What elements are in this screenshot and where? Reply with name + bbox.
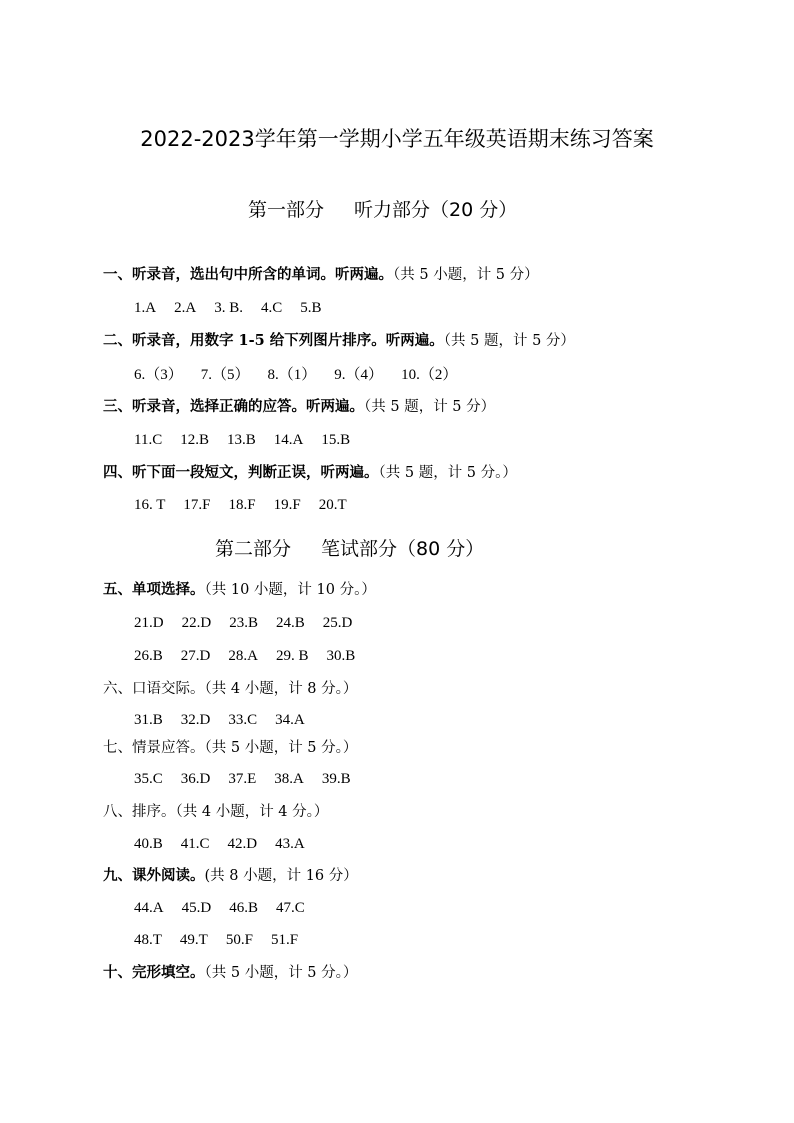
part1-title (248, 196, 517, 224)
answer-item: 26.B (134, 648, 163, 664)
answer-item: 15.B (321, 432, 351, 448)
answer-item: 43.A (275, 836, 305, 852)
answer-item: 11.C (134, 432, 163, 448)
section-2-answers (134, 364, 475, 386)
answer-item: 39.B (321, 771, 351, 787)
section-9-heading: 九、课外阅读。(共 8 小题，计 16 分） (103, 867, 358, 884)
answer-item: 18.F (228, 497, 256, 513)
answer-item: 42.D (227, 836, 258, 852)
part2-name: 第二部分 (215, 538, 292, 560)
section-1-answers (134, 297, 339, 319)
section-1-heading: 一、听录音，选出句中所含的单词。听两遍。（共 5 小题，计 5 分） (103, 266, 539, 283)
answer-item: 12.B (180, 432, 209, 448)
answer-item: 37.E (228, 771, 257, 787)
section-2-heading: 二、听录音，用数字 1-5 给下列图片排序。听两遍。（共 5 题，计 5 分） (103, 332, 575, 349)
answer-item: 16. T (134, 497, 166, 513)
section-3-heading: 三、听录音，选择正确的应答。听两遍。（共 5 题，计 5 分） (103, 398, 496, 415)
answer-item: 49.T (179, 932, 208, 948)
answer-item: 25.D (322, 615, 353, 631)
answer-item: 20.T (318, 497, 347, 513)
answer-item: 22.D (181, 615, 212, 631)
section-8-heading: 八、排序。（共 4 小题，计 4 分。） (103, 804, 329, 820)
section-6-heading: 六、口语交际。（共 4 小题，计 8 分。） (103, 681, 358, 697)
answer-item: 19.F (273, 497, 301, 513)
answer-item: 27.D (180, 648, 211, 664)
answer-item: 29. B (275, 648, 309, 664)
answer-item: 4.C (260, 300, 283, 316)
section-10-heading: 十、完形填空。（共 5 小题，计 5 分。） (103, 964, 358, 981)
section-4-answers (134, 494, 365, 516)
section-9-answers-row1 (134, 897, 323, 919)
section-4-heading: 四、听下面一段短文，判断正误，听两遍。（共 5 题，计 5 分。） (103, 464, 517, 481)
answer-item: 45.D (181, 900, 212, 916)
answer-item: 3. B. (214, 300, 243, 316)
answer-item: 5.B (300, 300, 322, 316)
answer-item: 24.B (275, 615, 305, 631)
section-5-heading: 五、单项选择。（共 10 小题，计 10 分。） (103, 581, 376, 598)
answer-item: 51.F (270, 932, 299, 948)
answer-item: 10.（2） (401, 367, 458, 383)
answer-item: 33.C (228, 712, 258, 728)
answer-item: 34.A (275, 712, 305, 728)
answer-item: 38.A (274, 771, 304, 787)
section-6-answers (134, 709, 323, 731)
answer-item: 9.（4） (334, 367, 384, 383)
answer-item: 30.B (326, 648, 356, 664)
answer-item: 47.C (275, 900, 305, 916)
answer-item: 7.（5） (200, 367, 250, 383)
section-3-answers (134, 429, 368, 451)
answer-item: 6.（3） (134, 367, 183, 383)
document-title: 2022-2023学年第一学期小学五年级英语期末练习答案 (140, 127, 654, 151)
part1-name: 第一部分 (248, 199, 325, 221)
answer-item: 40.B (134, 836, 163, 852)
answer-item: 41.C (180, 836, 210, 852)
answer-item: 48.T (134, 932, 162, 948)
section-7-answers (134, 768, 369, 790)
answer-item: 36.D (180, 771, 211, 787)
answer-item: 14.A (273, 432, 304, 448)
part1-desc: 听力部分（20 分） (354, 199, 518, 221)
answer-item: 21.D (134, 615, 164, 631)
answer-item: 31.B (134, 712, 163, 728)
answer-item: 35.C (134, 771, 163, 787)
section-5-answers-row2 (134, 645, 373, 667)
answer-item: 13.B (226, 432, 256, 448)
answer-item: 8.（1） (267, 367, 317, 383)
answer-item: 28.A (228, 648, 258, 664)
answer-item: 50.F (225, 932, 253, 948)
answer-item: 1.A (134, 300, 157, 316)
answer-item: 44.A (134, 900, 164, 916)
answer-item: 32.D (180, 712, 211, 728)
section-9-answers-row2 (134, 929, 316, 951)
answer-item: 17.F (183, 497, 211, 513)
part2-title (215, 535, 484, 563)
section-5-answers-row1 (134, 612, 370, 634)
part2-desc: 笔试部分（80 分） (321, 538, 485, 560)
answer-item: 46.B (229, 900, 258, 916)
answer-item: 23.B (229, 615, 258, 631)
section-8-answers (134, 833, 323, 855)
section-7-heading: 七、情景应答。（共 5 小题，计 5 分。） (103, 740, 358, 756)
answer-item: 2.A (174, 300, 197, 316)
